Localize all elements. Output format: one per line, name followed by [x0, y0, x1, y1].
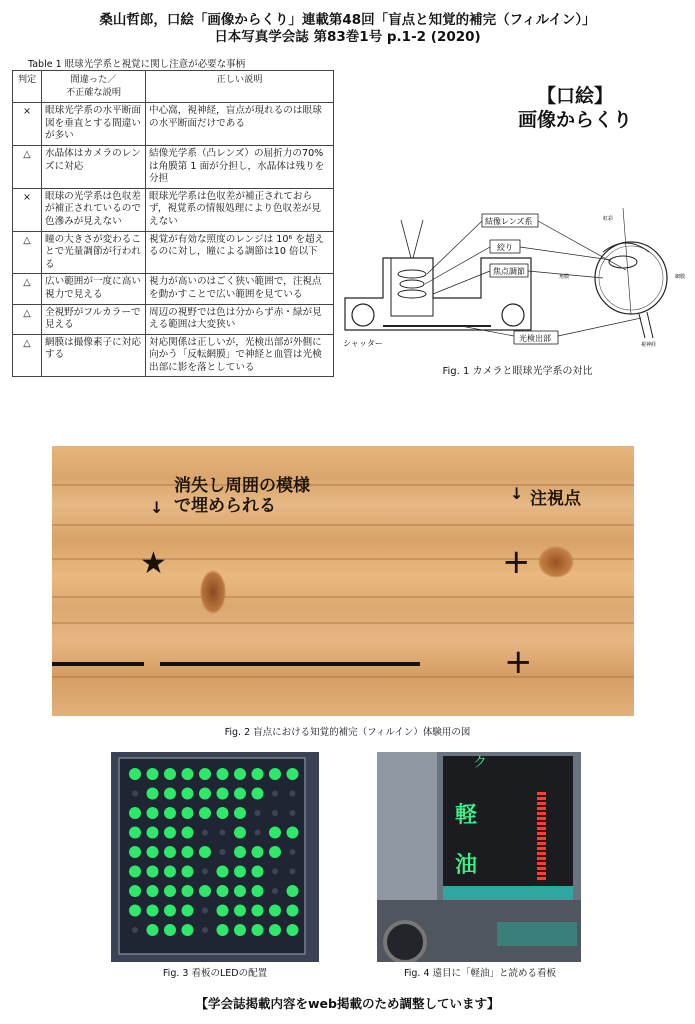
- label-aperture: 絞り: [497, 243, 513, 252]
- led-dot: [129, 807, 141, 819]
- correct-cell: 対応関係は正しいが，光検出部が外側に向かう「反転網膜」で神経と血管は光検出部に影を落としている: [146, 334, 334, 377]
- led-dot: [202, 869, 208, 875]
- led-dot: [182, 807, 194, 819]
- led-dot: [234, 827, 246, 839]
- led-dot: [164, 807, 176, 819]
- led-dot: [269, 827, 281, 839]
- article-header: [0, 12, 695, 46]
- led-dot: [287, 827, 299, 839]
- led-dot: [252, 768, 264, 780]
- table-row: [13, 188, 334, 231]
- led-dot: [234, 885, 246, 897]
- label-shutter: シャッター: [343, 339, 383, 348]
- led-dot: [182, 866, 194, 878]
- led-dot: [269, 905, 281, 917]
- judge-cell: △: [13, 231, 42, 274]
- sign-char-kei: 軽: [455, 803, 478, 828]
- section-title: [505, 84, 645, 132]
- led-dot: [147, 846, 159, 858]
- fig2-plus-bottom: +: [504, 642, 533, 682]
- led-dot: [182, 788, 194, 800]
- sign-red-bar: [537, 792, 546, 882]
- wood-grain: [52, 524, 634, 526]
- led-dot: [164, 866, 176, 878]
- wrong-cell: 網膜は撮像素子に対応する: [42, 334, 146, 377]
- led-dot: [147, 827, 159, 839]
- led-dot: [234, 924, 246, 936]
- led-dot: [199, 885, 211, 897]
- sign-kana: ク: [473, 755, 487, 771]
- led-dot: [287, 924, 299, 936]
- label-focus: 焦点調節: [493, 267, 525, 276]
- eyeball: [595, 242, 667, 314]
- eye-axis: [623, 208, 631, 314]
- led-dot: [234, 846, 246, 858]
- wrong-cell: 広い範囲が一度に高い視力で見える: [42, 274, 146, 304]
- fig2-text-left: [174, 476, 310, 516]
- led-dot: [287, 905, 299, 917]
- fig2-star: ★: [140, 546, 167, 581]
- fig4-caption: Fig. 4 遠目に「軽油」と読める看板: [403, 968, 557, 979]
- wood-knot: [200, 570, 226, 614]
- led-dot: [164, 924, 176, 936]
- fig2-wood-photo: [52, 446, 634, 716]
- sign-char-yu: 油: [455, 853, 478, 878]
- led-dot: [234, 807, 246, 819]
- led-dot: [220, 849, 226, 855]
- judge-cell: △: [13, 304, 42, 334]
- camera-lens-1: [398, 270, 426, 278]
- led-dot: [234, 866, 246, 878]
- led-dot: [164, 885, 176, 897]
- sign-base: [497, 922, 577, 946]
- led-dot: [182, 846, 194, 858]
- correct-cell: 視力が高いのはごく狭い範囲で，注視点を動かすことで広い範囲を見ている: [146, 274, 334, 304]
- wood-grain: [52, 596, 634, 598]
- led-dot: [220, 830, 226, 836]
- sign-frame: [443, 886, 573, 900]
- led-dot: [129, 885, 141, 897]
- leader-line: [425, 247, 490, 284]
- led-dot: [217, 866, 229, 878]
- wrong-cell: 眼球光学系の水平断面図を垂直とする間違いが多い: [42, 103, 146, 146]
- led-dot: [252, 885, 264, 897]
- table-row: [13, 304, 334, 334]
- camera-ray: [401, 220, 411, 258]
- led-dot: [147, 866, 159, 878]
- judge-cell: △: [13, 274, 42, 304]
- led-dot: [269, 924, 281, 936]
- camera-lens-2: [400, 280, 424, 288]
- col-header-wrong: 間違った／ 不正確な説明: [42, 71, 146, 103]
- judge-cell: △: [13, 145, 42, 188]
- led-dot: [182, 827, 194, 839]
- led-dot: [147, 885, 159, 897]
- wood-knot: [538, 546, 574, 578]
- fig2-line-left: [52, 662, 144, 666]
- sign-wheel: [383, 920, 427, 962]
- section-title-line-2: 画像からくり: [517, 109, 632, 131]
- wrong-cell: 全視野がフルカラーで見える: [42, 304, 146, 334]
- label-imaging-lens: 結像レンズ系: [485, 217, 533, 226]
- led-dot: [217, 924, 229, 936]
- led-dot: [217, 905, 229, 917]
- correct-cell: 中心窩，視神経，盲点が現れるのは眼球の水平断面だけである: [146, 103, 334, 146]
- led-dot: [147, 788, 159, 800]
- section-title-line-1: 【口絵】: [536, 85, 613, 107]
- judge-cell: ×: [13, 188, 42, 231]
- eye-label-right: 網膜: [675, 274, 686, 280]
- wood-grain: [52, 676, 634, 678]
- led-dot: [147, 924, 159, 936]
- led-dot: [202, 830, 208, 836]
- led-dot: [272, 888, 278, 894]
- led-dot: [290, 791, 296, 797]
- table-row: [13, 334, 334, 377]
- col-header-judge: 判定: [13, 71, 42, 103]
- table-row: [13, 103, 334, 146]
- led-dot: [252, 924, 264, 936]
- fig1-caption: Fig. 1 カメラと眼球光学系の対比: [442, 366, 593, 377]
- fig3-led-grid: [111, 752, 319, 962]
- led-dot: [164, 846, 176, 858]
- eye-optic-nerve: [639, 314, 645, 338]
- led-dot: [199, 846, 211, 858]
- led-dot: [164, 827, 176, 839]
- led-dot: [182, 885, 194, 897]
- led-dot: [199, 768, 211, 780]
- leader-line: [520, 247, 611, 260]
- correct-cell: 眼球光学系は色収差が補正されておらず，視覚系の情報処理により色収差が見えない: [146, 188, 334, 231]
- led-dot: [252, 905, 264, 917]
- leader-line: [558, 318, 641, 336]
- led-dot: [129, 905, 141, 917]
- eyeball-inner: [599, 246, 663, 310]
- table-1: [12, 70, 334, 377]
- led-dot: [182, 768, 194, 780]
- camera-roll-right: [502, 304, 524, 326]
- led-dot: [147, 905, 159, 917]
- wrong-cell: 瞳の大きさが変わることで光量調節が行われる: [42, 231, 146, 274]
- led-dot: [290, 869, 296, 875]
- led-dot: [269, 768, 281, 780]
- led-dot: [147, 768, 159, 780]
- led-dot: [287, 885, 299, 897]
- leader-line: [461, 326, 514, 336]
- led-dot: [255, 810, 261, 816]
- fig2-text-right: 注視点: [530, 489, 581, 509]
- fig3-caption: Fig. 3 看板のLEDの配置: [162, 968, 268, 979]
- led-dot: [129, 866, 141, 878]
- led-dot: [234, 768, 246, 780]
- led-dot: [164, 905, 176, 917]
- wrong-cell: 眼球の光学系は色収差が補正されているので色滲みが見えない: [42, 188, 146, 231]
- fig2-line-right: [160, 662, 420, 666]
- fig2-arrow-left: ↓: [150, 498, 164, 517]
- table-header-row: [13, 71, 334, 103]
- correct-cell: 視覚が有効な照度のレンジは 10⁶ を超えるのに対し，瞳による調節は10 倍以下: [146, 231, 334, 274]
- fig2-caption: Fig. 2 盲点における知覚的補完（フィルイン）体験用の図: [224, 727, 471, 738]
- led-dot: [199, 788, 211, 800]
- fig2-text-left-line-1: 消失し周囲の模様: [174, 476, 310, 496]
- led-dot: [234, 788, 246, 800]
- led-dot: [272, 869, 278, 875]
- led-dot: [217, 885, 229, 897]
- camera-ray: [413, 220, 423, 258]
- led-dot: [252, 846, 264, 858]
- table-row: [13, 274, 334, 304]
- wood-grain: [52, 622, 634, 624]
- leader-line: [427, 221, 482, 274]
- led-dot: [272, 791, 278, 797]
- led-dot: [217, 788, 229, 800]
- correct-cell: 結像光学系（凸レンズ）の屈折力の70%は角膜第 1 面が分担し，水晶体は残りを分担: [146, 145, 334, 188]
- led-dot: [182, 924, 194, 936]
- eye-lens: [609, 256, 637, 268]
- camera-lens-3: [398, 290, 426, 298]
- eye-label-left: 角膜: [559, 274, 570, 280]
- judge-cell: ×: [13, 103, 42, 146]
- led-dot: [129, 827, 141, 839]
- col-header-correct: 正しい説明: [146, 71, 334, 103]
- led-dot: [202, 927, 208, 933]
- led-dot: [129, 768, 141, 780]
- led-dot: [182, 905, 194, 917]
- table-row: [13, 145, 334, 188]
- led-dot: [147, 807, 159, 819]
- led-dot: [269, 846, 281, 858]
- correct-cell: 周辺の視野では色は分からず赤・緑が見える範囲は大変狭い: [146, 304, 334, 334]
- led-dot: [252, 866, 264, 878]
- eye-optic-nerve: [647, 312, 653, 338]
- label-detector: 光検出部: [519, 334, 551, 343]
- led-dot: [272, 810, 278, 816]
- led-dot: [164, 768, 176, 780]
- led-dot: [199, 807, 211, 819]
- fig2-arrow-right: ↓: [510, 484, 524, 503]
- judge-cell: △: [13, 334, 42, 377]
- fig3-led-photo: [111, 752, 319, 962]
- led-dot: [287, 768, 299, 780]
- wrong-cell: 水晶体はカメラのレンズに対応: [42, 145, 146, 188]
- table-caption: Table 1 眼球光学系と視覚に関し注意が必要な事柄: [28, 59, 246, 70]
- led-dot: [217, 807, 229, 819]
- led-dot: [290, 810, 296, 816]
- table-row: [13, 231, 334, 274]
- led-dot: [132, 927, 138, 933]
- header-line-2: 日本写真学会誌 第83巻1号 p.1-2 (2020): [214, 29, 481, 45]
- fig4-sign-photo: [377, 752, 581, 962]
- fig2-plus-top: +: [502, 542, 531, 582]
- camera-roll-left: [352, 304, 374, 326]
- led-dot: [217, 768, 229, 780]
- led-dot: [290, 849, 296, 855]
- led-dot: [234, 905, 246, 917]
- header-line-1: 桑山哲郎，口絵「画像からくり」連載第48回「盲点と知覚的補完（フィルイン）」: [99, 12, 596, 28]
- led-dot: [164, 788, 176, 800]
- led-dot: [255, 830, 261, 836]
- eye-label-bottom: 視神経: [641, 342, 657, 348]
- led-dot: [129, 846, 141, 858]
- footer-note: 【学会誌掲載内容をweb掲載のため調整しています】: [195, 996, 500, 1011]
- camera-lens-barrel: [391, 258, 433, 316]
- fig2-text-left-line-2: で埋められる: [174, 496, 276, 516]
- fig1-diagram: [341, 198, 693, 350]
- led-dot: [252, 788, 264, 800]
- led-dot: [202, 908, 208, 914]
- eye-label-top: 虹彩: [603, 216, 614, 222]
- led-dot: [132, 791, 138, 797]
